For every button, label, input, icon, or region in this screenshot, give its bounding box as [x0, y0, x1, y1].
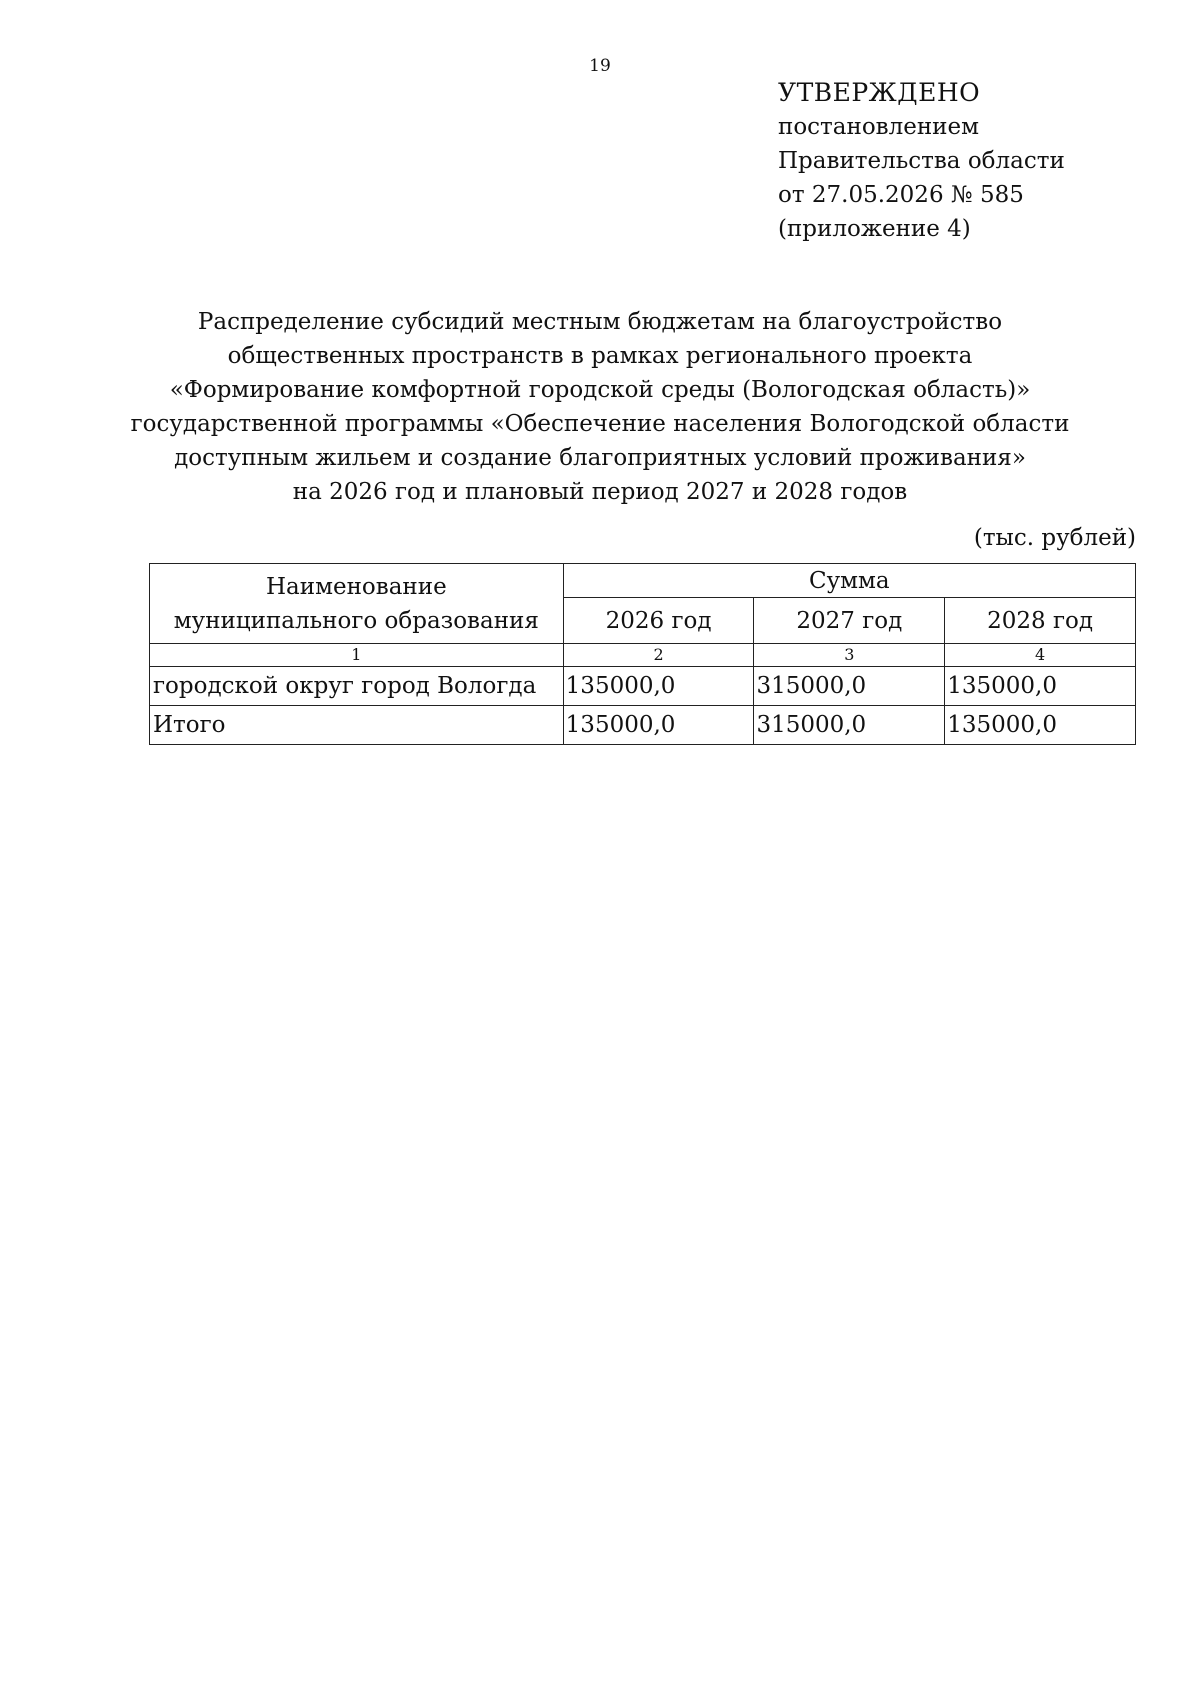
- title-line: Распределение субсидий местным бюджетам на благоустройство: [197, 309, 1003, 335]
- total-2026: 135000,0: [563, 706, 754, 745]
- page-number: 19: [589, 56, 611, 76]
- column-index: 2: [563, 644, 754, 667]
- table-row-total: [150, 706, 1136, 745]
- title-line: общественных пространств в рамках регионального проекта: [227, 343, 973, 369]
- amount-2026: 135000,0: [563, 667, 754, 706]
- title-line: на 2026 год и плановый период 2027 и 2028 годов: [292, 479, 908, 505]
- total-2028: 135000,0: [945, 706, 1136, 745]
- distribution-table: [149, 563, 1136, 745]
- approval-block: [778, 76, 1158, 246]
- column-index: 4: [945, 644, 1136, 667]
- amount-2027: 315000,0: [754, 667, 945, 706]
- title-line: доступным жильем и создание благоприятных условий проживания»: [174, 445, 1026, 471]
- approval-line-2: Правительства области: [778, 148, 1065, 174]
- approval-line-3: от 27.05.2026 № 585: [778, 182, 1024, 208]
- header-row: [150, 564, 1136, 598]
- header-year-2026: 2026 год: [563, 598, 754, 644]
- header-municipality-line-1: Наименование: [265, 573, 447, 600]
- header-year-2028: 2028 год: [945, 598, 1136, 644]
- municipality-name: городской округ город Вологда: [150, 667, 564, 706]
- amount-2028: 135000,0: [945, 667, 1136, 706]
- total-2027: 315000,0: [754, 706, 945, 745]
- approval-line-4: (приложение 4): [778, 216, 971, 242]
- document-title: [100, 305, 1100, 509]
- column-index: 1: [150, 644, 564, 667]
- header-year-2027: 2027 год: [754, 598, 945, 644]
- table-row: [150, 667, 1136, 706]
- column-index-row: [150, 644, 1136, 667]
- approval-heading: УТВЕРЖДЕНО: [778, 78, 981, 107]
- column-index: 3: [754, 644, 945, 667]
- total-label: Итого: [150, 706, 564, 745]
- title-line: «Формирование комфортной городской среды (Вологодская область)»: [169, 377, 1031, 403]
- approval-line-1: постановлением: [778, 114, 980, 140]
- header-municipality-line-2: муниципального образования: [173, 607, 539, 634]
- title-line: государственной программы «Обеспечение населения Вологодской области: [130, 411, 1070, 437]
- header-municipality: [150, 564, 564, 644]
- header-sum: Сумма: [563, 564, 1135, 598]
- units-label: (тыс. рублей): [973, 525, 1136, 551]
